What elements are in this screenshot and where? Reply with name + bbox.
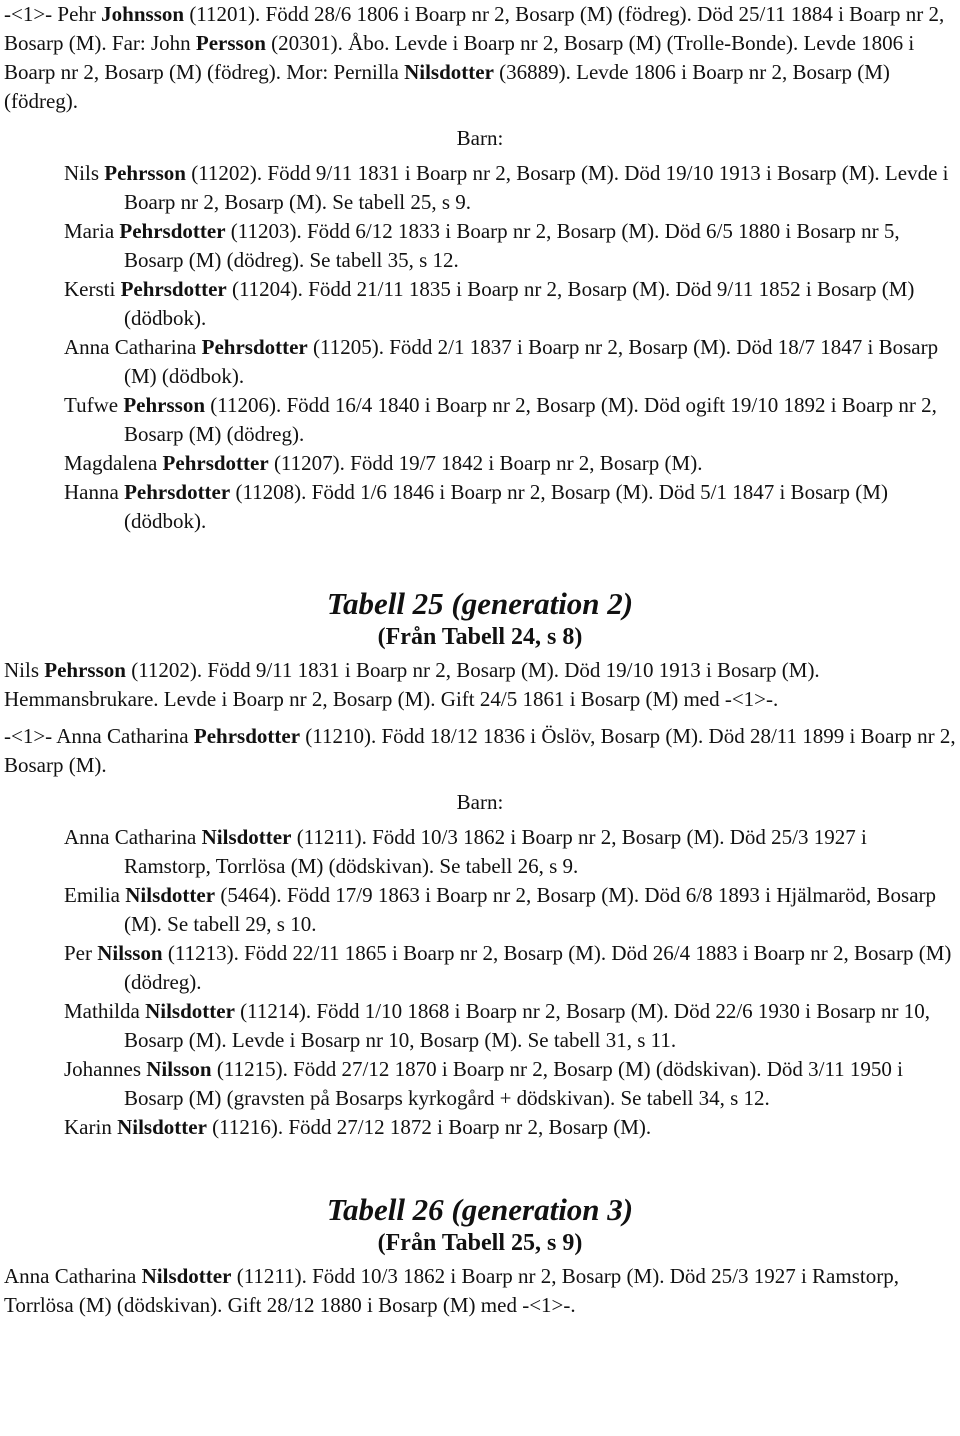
list-item: [4, 823, 956, 881]
text: Nils: [4, 658, 45, 682]
text: (11202). Född 9/11 1831 i Boarp nr 2, Bosarp (M). Död 19/10 1913 i Bosarp (M). Hemmansbrukare. Levde i Boarp nr 2, Bosarp (M). Gift 24/5 1861 i Bosarp (M) med -<1>-.: [4, 658, 820, 711]
text: (11213). Född 22/11 1865 i Boarp nr 2, Bosarp (M). Död 26/4 1883 i Boarp nr 2, Bosarp (M) (dödreg).: [124, 941, 952, 994]
text: (11203). Född 6/12 1833 i Boarp nr 2, Bosarp (M). Död 6/5 1880 i Bosarp nr 5, Bosarp (M) (dödreg). Se tabell 35, s 12.: [124, 219, 900, 272]
surname: Johnsson: [101, 2, 185, 26]
surname: Nilsson: [97, 941, 163, 965]
list-item: [4, 478, 956, 536]
surname: Pehrsdotter: [162, 451, 269, 475]
section-title: Tabell 26 (generation 3): [326, 1192, 634, 1227]
children-list-24: [4, 159, 956, 536]
intro-paragraph: [4, 0, 956, 116]
list-item: [4, 1055, 956, 1113]
text: (11210). Född 18/12 1836 i Öslöv, Bosarp (M). Död 28/11 1899 i Boarp nr 2, Bosarp (M).: [4, 724, 956, 777]
list-item: [4, 333, 956, 391]
surname: Pehrsson: [104, 161, 186, 185]
list-item: [4, 939, 956, 997]
section-subtitle: (Från Tabell 25, s 9): [377, 1230, 583, 1256]
text: Anna Catharina: [4, 1264, 142, 1288]
surname: Pehrsson: [44, 658, 126, 682]
text: Tufwe: [64, 393, 124, 417]
text: (11205). Född 2/1 1837 i Boarp nr 2, Bosarp (M). Död 18/7 1847 i Bosarp (M) (dödbok).: [124, 335, 939, 388]
text: Hanna: [64, 480, 125, 504]
text: (11211). Född 10/3 1862 i Boarp nr 2, Bosarp (M). Död 25/3 1927 i Ramstorp, Torrlösa (M) (dödskivan). Gift 28/12 1880 i Bosarp (M) med -<1>-.: [4, 1264, 899, 1317]
surname: Nilsdotter: [141, 1264, 232, 1288]
surname: Nilsdotter: [404, 60, 494, 84]
list-item: [4, 391, 956, 449]
list-item: [4, 217, 956, 275]
text: (11215). Född 27/12 1870 i Boarp nr 2, Bosarp (M) (dödskivan). Död 3/11 1950 i Bosarp (M) (gravsten på Bosarps kyrkogård + dödskivan). Se tabell 34, s 12.: [124, 1057, 903, 1110]
text: (11208). Född 1/6 1846 i Boarp nr 2, Bosarp (M). Död 5/1 1847 i Bosarp (M) (dödbok).: [124, 480, 888, 533]
surname: Pehrsson: [123, 393, 206, 417]
text: (20301). Åbo. Levde i Boarp nr 2, Bosarp (M) (Trolle-Bonde). Levde 1806 i Boarp nr 2, Bosarp (M) (födreg). Mor: Pernilla: [4, 31, 915, 84]
text: (36889). Levde 1806 i Boarp nr 2, Bosarp (M) (födreg).: [4, 60, 890, 113]
text: Emilia: [64, 883, 126, 907]
surname: Pehrsdotter: [124, 480, 231, 504]
text: Anna Catharina: [64, 335, 202, 359]
list-item: [4, 881, 956, 939]
text: Per: [64, 941, 98, 965]
text: (11201). Född 28/6 1806 i Boarp nr 2, Bosarp (M) (födreg). Död 25/11 1884 i Boarp nr 2, Bosarp (M). Far: John: [4, 2, 945, 55]
surname: Nilsdotter: [125, 883, 216, 907]
barn-heading: Barn:: [456, 126, 504, 150]
surname: Nilsson: [146, 1057, 212, 1081]
list-item: [4, 159, 956, 217]
list-item: [4, 997, 956, 1055]
text: (11211). Född 10/3 1862 i Boarp nr 2, Bosarp (M). Död 25/3 1927 i Ramstorp, Torrlösa (M) (dödskivan). Se tabell 26, s 9.: [124, 825, 867, 878]
text: -<1>- Pehr: [4, 2, 102, 26]
surname: Nilsdotter: [201, 825, 292, 849]
text: Karin: [64, 1115, 118, 1139]
barn-heading: Barn:: [456, 790, 504, 814]
text: (11202). Född 9/11 1831 i Boarp nr 2, Bosarp (M). Död 19/10 1913 i Bosarp (M). Levde i Boarp nr 2, Bosarp (M). Se tabell 25, s 9.: [124, 161, 949, 214]
table-25-heading: [4, 586, 956, 652]
surname: Pehrsdotter: [119, 219, 226, 243]
text: (11206). Född 16/4 1840 i Boarp nr 2, Bosarp (M). Död ogift 19/10 1892 i Boarp nr 2, Bosarp (M) (dödreg).: [124, 393, 937, 446]
text: Kersti: [64, 277, 121, 301]
surname: Pehrsdotter: [201, 335, 308, 359]
table-26-heading: [4, 1192, 956, 1258]
section-subtitle: (Från Tabell 24, s 8): [377, 624, 583, 650]
text: Maria: [64, 219, 120, 243]
text: Mathilda: [64, 999, 146, 1023]
list-item: [4, 449, 956, 478]
section-title: Tabell 25 (generation 2): [326, 586, 634, 621]
surname: Pehrsdotter: [120, 277, 227, 301]
text: (11204). Född 21/11 1835 i Boarp nr 2, Bosarp (M). Död 9/11 1852 i Bosarp (M) (dödbok).: [124, 277, 915, 330]
text: -<1>- Anna Catharina: [4, 724, 194, 748]
text: (11214). Född 1/10 1868 i Boarp nr 2, Bosarp (M). Död 22/6 1930 i Bosarp nr 10, Bosarp (M). Levde i Bosarp nr 10, Bosarp (M). Se tabell 31, s 11.: [124, 999, 930, 1052]
surname: Pehrsdotter: [193, 724, 301, 748]
text: (11207). Född 19/7 1842 i Boarp nr 2, Bosarp (M).: [268, 451, 703, 475]
surname: Persson: [195, 31, 266, 55]
text: (5464). Född 17/9 1863 i Boarp nr 2, Bosarp (M). Död 6/8 1893 i Hjälmaröd, Bosarp (M). Se tabell 29, s 10.: [124, 883, 937, 936]
children-list-25: [4, 823, 956, 1142]
list-item: [4, 275, 956, 333]
table-25-main-paragraph: [4, 656, 956, 714]
text: Nils: [64, 161, 105, 185]
text: Anna Catharina: [64, 825, 202, 849]
surname: Nilsdotter: [117, 1115, 207, 1139]
list-item: [4, 1113, 956, 1142]
text: Johannes: [64, 1057, 147, 1081]
table-25-spouse-paragraph: [4, 722, 956, 780]
table-26-main-paragraph: [4, 1262, 956, 1320]
text: Magdalena: [64, 451, 163, 475]
surname: Nilsdotter: [145, 999, 235, 1023]
text: (11216). Född 27/12 1872 i Boarp nr 2, Bosarp (M).: [206, 1115, 652, 1139]
